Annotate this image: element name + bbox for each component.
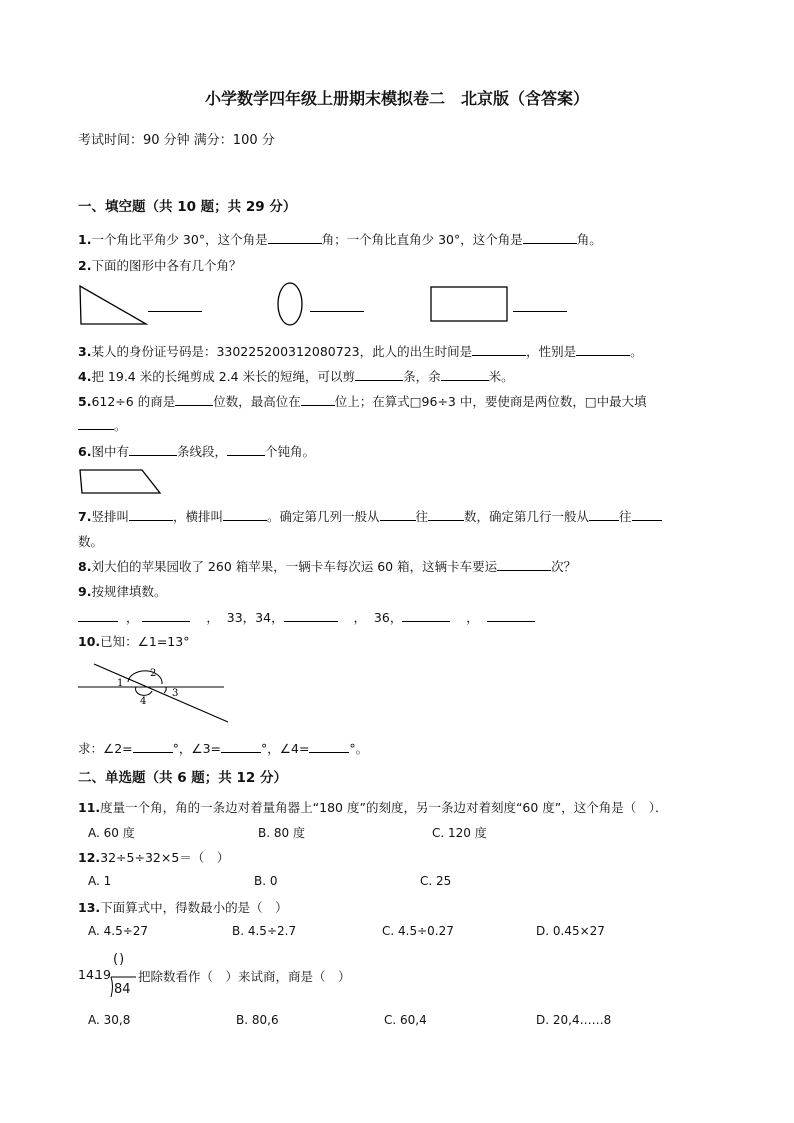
quotient-placeholder: () [113,952,126,967]
question-6: 6.图中有 条线段， 个钝角。 [78,444,315,459]
answer-blank[interactable] [589,508,619,521]
question-5-continued: 。 [78,416,127,434]
answer-blank[interactable] [129,508,173,521]
option-d[interactable]: D. 0.45×27 [536,924,605,938]
answer-blank[interactable] [129,443,177,456]
answer-blank[interactable] [284,609,338,622]
answer-blank[interactable] [472,343,526,356]
dividend: 84 [114,982,131,997]
answer-blank[interactable] [227,443,265,456]
answer-blank[interactable] [497,558,551,571]
answer-blank[interactable] [148,311,202,312]
trapezoid-figure [78,466,164,498]
question-13: 13.下面算式中，得数最小的是（ ） [78,900,288,915]
answer-blank[interactable] [133,740,173,753]
section-title-fill-in: 一、填空题（共 10 题；共 29 分） [78,199,297,215]
answer-blank[interactable] [402,609,450,622]
question-4: 4.把 19.4 米的长绳剪成 2.4 米长的短绳，可以剪 条，余 米。 [78,369,514,384]
question-7: 7.竖排叫 ，横排叫 。确定第几列一般从 往 数，确定第几行一般从 往 [78,507,662,525]
option-a[interactable]: A. 1 [88,874,112,888]
option-c[interactable]: C. 120 度 [432,826,487,840]
answer-blank[interactable] [576,343,630,356]
exam-info: 考试时间：90 分钟 满分：100 分 [78,133,275,148]
answer-blank[interactable] [441,368,489,381]
option-b[interactable]: B. 80 度 [258,826,305,840]
rectangle-figure [430,286,510,324]
triangle-figure [78,284,150,326]
page-title: 小学数学四年级上册期末模拟卷二 北京版（含答案） [204,89,589,108]
option-b[interactable]: B. 80,6 [236,1013,279,1027]
option-d[interactable]: D. 20,4……8 [536,1013,612,1027]
question-10: 10.已知：∠1=13° [78,634,190,649]
division-bracket [110,976,138,1000]
answer-blank[interactable] [523,231,577,244]
question-11: 11.度量一个角，角的一条边对着量角器上“180 度”的刻度，另一条边对着刻度“60 度”，这个角是（ ）． [78,800,668,815]
answer-blank[interactable] [301,393,335,406]
answer-blank[interactable] [487,609,535,622]
option-c[interactable]: C. 4.5÷0.27 [382,924,454,938]
answer-blank[interactable] [78,609,118,622]
answer-blank[interactable] [632,508,662,521]
option-c[interactable]: C. 60,4 [384,1013,427,1027]
answer-blank[interactable] [380,508,416,521]
answer-blank[interactable] [142,609,190,622]
answer-blank[interactable] [309,740,349,753]
answer-blank[interactable] [223,508,267,521]
question-1: 1.一个角比平角少 30°，这个角是 角；一个角比直角少 30°，这个角是 角。 [78,232,602,247]
question-3: 3.某人的身份证号码是：330225200312080723，此人的出生时间是 ，性别是 。 [78,344,643,359]
question-8: 8.刘大伯的苹果园收了 260 箱苹果，一辆卡车每次运 60 箱，这辆卡车要运 次？ [78,559,577,574]
answer-blank[interactable] [268,231,322,244]
divisor: 19 [95,967,111,982]
angle-label-3: 3 [172,688,179,699]
option-a[interactable]: A. 4.5÷27 [88,924,149,938]
answer-blank[interactable] [175,393,213,406]
question-2: 2.下面的图形中各有几个角？ [78,258,242,273]
question-10-answer: 求：∠2= °，∠3= °，∠4= °。 [78,741,369,756]
option-b[interactable]: B. 0 [254,874,278,888]
answer-blank[interactable] [221,740,261,753]
angle-label-1: 1 [117,678,124,689]
question-14-number: 14. [78,967,98,982]
angle-label-2: 2 [150,668,157,679]
option-a[interactable]: A. 60 度 [88,826,135,840]
question-9: 9.按规律填数。 [78,584,167,599]
option-b[interactable]: B. 4.5÷2.7 [232,924,297,938]
question-14: 把除数看作（ ）来试商，商是（ ） [138,969,351,984]
answer-blank[interactable] [310,311,364,312]
option-c[interactable]: C. 25 [420,874,452,888]
question-7-continued: 数。 [78,534,104,549]
question-5: 5.612÷6 的商是 位数，最高位在 位上；在算式□96÷3 中，要使商是两位数，□中最大填 [78,394,647,409]
answer-blank[interactable] [513,311,567,312]
angle-label-4: 4 [140,696,147,707]
option-a[interactable]: A. 30,8 [88,1013,131,1027]
question-9-sequence: ， ， 33，34， ， 36， ， [78,608,535,626]
oval-figure [276,282,304,328]
answer-blank[interactable] [355,368,403,381]
section-title-single-choice: 二、单选题（共 6 题；共 12 分） [78,770,287,786]
question-12: 12.32÷5÷32×5＝（ ） [78,850,230,865]
intersecting-lines-figure [78,660,230,726]
answer-blank[interactable] [428,508,464,521]
answer-blank[interactable] [78,417,114,430]
